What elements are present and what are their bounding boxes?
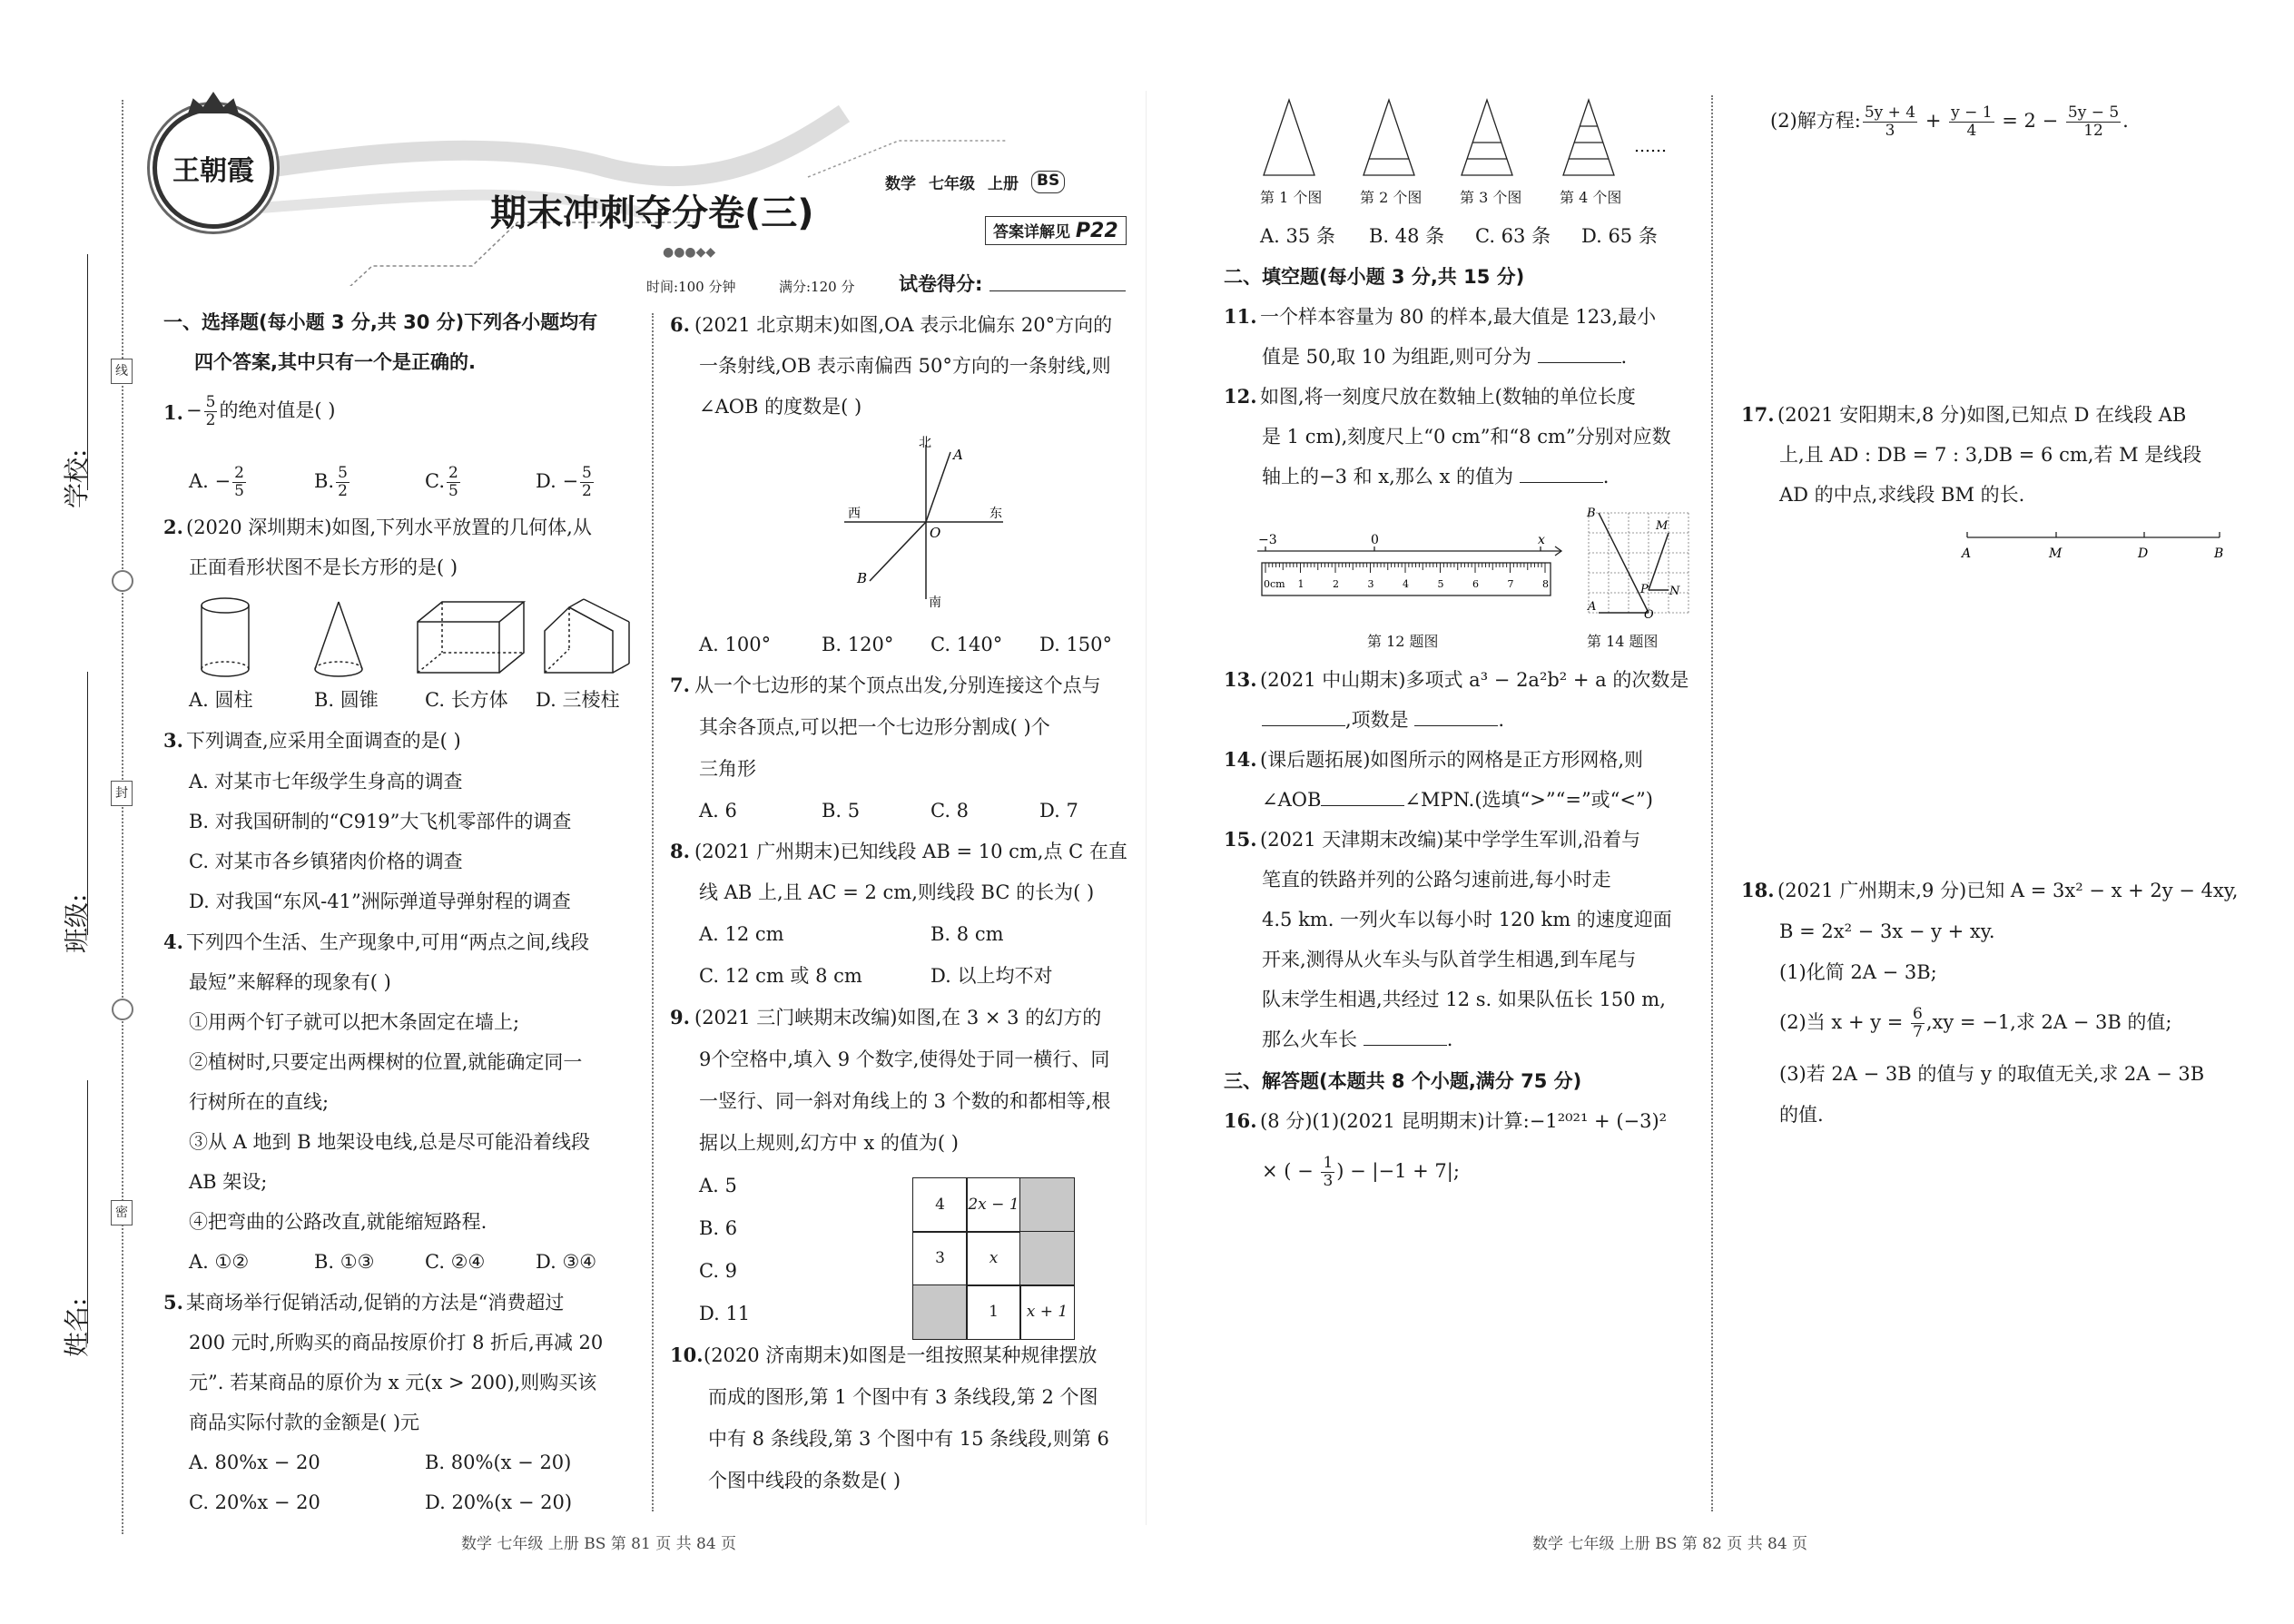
answer-ref-box: [985, 216, 1127, 245]
footer-left: 数学 七年级 上册 BS 第 81 页 共 84 页: [461, 1535, 737, 1553]
q15-line2: 笔直的铁路并列的公路匀速前进,每小时走: [1262, 869, 1611, 891]
q13-number: 13.: [1224, 668, 1257, 691]
q10-option-d[interactable]: D. 65 条: [1581, 225, 1658, 247]
q2-line1: (2020 深圳期末)如图,下列水平放置的几何体,从: [186, 517, 592, 538]
q10-line3: 中有 8 条线段,第 3 个图中有 15 条线段,则第 6: [708, 1428, 1109, 1450]
q6-compass-figure: [835, 436, 1035, 608]
q1-stem: − $\frac{5}{2}$ 的绝对值是( ): [186, 393, 336, 429]
q4-line2: 最短”来解释的现象有( ): [189, 971, 391, 993]
q17-point-d: D: [2138, 546, 2149, 561]
class-label: 班级:: [62, 893, 92, 953]
volume-tag: 上册: [988, 175, 1019, 193]
ruler-label: 3: [1367, 578, 1374, 590]
q4-option-c[interactable]: C. ②④: [425, 1251, 486, 1273]
q10-option-b[interactable]: B. 48 条: [1369, 225, 1445, 247]
magic-cell: 2x − 1: [966, 1177, 1021, 1233]
q9-number: 9.: [670, 1006, 690, 1029]
page-gutter: [1146, 91, 1147, 1525]
column-divider: [1711, 95, 1713, 1511]
q17-point-a: A: [1962, 546, 1972, 561]
q5-line1: 某商场举行促销活动,促销的方法是“消费超过: [186, 1292, 565, 1314]
q14-point-o: O: [1644, 608, 1654, 622]
q18-line3: (1)化简 2A − 3B;: [1779, 961, 1937, 983]
q10-option-a[interactable]: A. 35 条: [1260, 225, 1335, 247]
page-title: 期末冲刺夺分卷(三): [490, 192, 814, 234]
fig3-caption: 第 3 个图: [1460, 189, 1522, 206]
logo-text: 王朝霞: [172, 155, 254, 187]
q14-answer-blank[interactable]: [1321, 789, 1404, 806]
q18-line2: B = 2x² − 3x − y + xy.: [1779, 920, 1995, 942]
q10-figure-dots: ……: [1634, 137, 1667, 156]
q12-axis-minus3: −3: [1258, 533, 1277, 547]
q4-line1: 下列四个生活、生产现象中,可用“两点之间,线段: [186, 931, 590, 953]
q10-triangle-figures: [1253, 95, 1689, 186]
ruler-label: 1: [1297, 578, 1305, 590]
q12-line1: 如图,将一刻度尺放在数轴上(数轴的单位长度: [1260, 386, 1636, 408]
q16-line2: × ( − $\frac{1}{3}$ ) − |−1 + 7|;: [1262, 1154, 1460, 1190]
q15-line6: 那么火车长 .: [1262, 1029, 1453, 1050]
section1-header: 一、选择题(每小题 3 分,共 30 分)下列各小题均有: [163, 311, 598, 333]
q4-option-b[interactable]: B. ①③: [314, 1251, 375, 1273]
name-label: 姓名:: [62, 1297, 92, 1357]
ruler-label: 7: [1507, 578, 1514, 590]
q15-line3: 4.5 km. 一列火车以每小时 120 km 的速度迎面: [1262, 909, 1672, 930]
q1-option-c[interactable]: C. $\frac{2}{5}$: [425, 464, 458, 500]
q4-item-3-cont: AB 架设;: [189, 1171, 268, 1193]
q7-line1: 从一个七边形的某个顶点出发,分别连接这个点与: [694, 674, 1101, 696]
q3-option-b[interactable]: B. 对我国研制的“C919”大飞机零部件的调查: [189, 811, 572, 832]
q8-number: 8.: [670, 840, 690, 862]
q6-west-label: 西: [848, 507, 861, 521]
q9-option-d[interactable]: D. 11: [699, 1303, 751, 1324]
subject-tag: 数学: [885, 175, 916, 193]
magic-cell-shaded: [1019, 1231, 1075, 1286]
test-score-field[interactable]: [989, 290, 1126, 291]
q10-line4: 个图中线段的条数是( ): [708, 1470, 901, 1491]
magic-cell-shaded: [912, 1284, 968, 1340]
fig1-caption: 第 1 个图: [1260, 189, 1323, 206]
q7-option-a[interactable]: A. 6: [699, 800, 737, 822]
q9-option-b[interactable]: B. 6: [699, 1217, 738, 1239]
q18-line4: (2)当 x + y = $\frac{6}{7}$ ,xy = −1,求 2A − 3B 的值;: [1779, 1005, 2172, 1041]
q3-option-a[interactable]: A. 对某市七年级学生身高的调查: [189, 771, 463, 792]
subject-tags: [885, 171, 1065, 193]
q18-number: 18.: [1741, 879, 1775, 901]
magic-cell: x: [966, 1231, 1021, 1286]
q6-line3: ∠AOB 的度数是( ): [699, 396, 862, 418]
q8-option-a[interactable]: A. 12 cm: [699, 923, 784, 945]
q2-line2: 正面看形状图不是长方形的是( ): [189, 556, 458, 578]
section3-header: 三、解答题(本题共 8 个小题,满分 75 分): [1224, 1070, 1582, 1092]
q6-option-c[interactable]: C. 140°: [930, 634, 1003, 655]
q18-line6: 的值.: [1779, 1104, 1824, 1126]
q9-line2: 9个空格中,填入 9 个数字,使得处于同一横行、同: [699, 1048, 1110, 1070]
magic-cell-shaded: [1019, 1177, 1075, 1233]
q13-terms-blank[interactable]: [1414, 709, 1498, 726]
q6-point-o: O: [930, 525, 941, 541]
q4-item-3: ③从 A 地到 B 地架设电线,总是尽可能沿着线段: [189, 1131, 590, 1153]
seal-mark-2: 封: [111, 781, 133, 806]
answer-ref-label: 答案详解见: [993, 223, 1070, 241]
q8-line2: 线 AB 上,且 AC = 2 cm,则线段 BC 的长为( ): [699, 881, 1095, 903]
q17-line3: AD 的中点,求线段 BM 的长.: [1779, 484, 2025, 506]
ruler-label: 2: [1333, 578, 1339, 590]
q14-line1: (课后题拓展)如图所示的网格是正方形网格,则: [1260, 749, 1644, 771]
title-dots: ●●●◆◆: [663, 245, 716, 260]
q14-line2: ∠AOB ∠MPN.(选填“>”“=”或“<”): [1262, 789, 1653, 811]
section2-header: 二、填空题(每小题 3 分,共 15 分): [1224, 266, 1525, 288]
q7-line3: 三角形: [699, 758, 756, 780]
ruler-label: 4: [1403, 578, 1409, 590]
q12-caption: 第 12 题图: [1367, 633, 1439, 650]
q15-line1: (2021 天津期末改编)某中学学生军训,沿着与: [1260, 829, 1641, 851]
q14-point-m: M: [1656, 519, 1669, 533]
q8-option-c[interactable]: C. 12 cm 或 8 cm: [699, 965, 862, 987]
q9-magic-square: [912, 1177, 1076, 1341]
grade-tag: 七年级: [929, 175, 975, 193]
footer-right: 数学 七年级 上册 BS 第 82 页 共 84 页: [1532, 1535, 1808, 1553]
q9-line4: 据以上规则,幻方中 x 的值为( ): [699, 1132, 959, 1154]
q9-line1: (2021 三门峡期末改编)如图,在 3 × 3 的幻方的: [694, 1007, 1102, 1029]
q5-line2: 200 元时,所购买的商品按原价打 8 折后,再减 20: [189, 1332, 604, 1353]
q11-line1: 一个样本容量为 80 的样本,最大值是 123,最小: [1260, 306, 1657, 328]
q14-point-a: A: [1588, 600, 1597, 614]
fig2-caption: 第 2 个图: [1360, 189, 1423, 206]
test-score-label: 试卷得分:: [899, 273, 983, 295]
cuboid-shape: [418, 602, 524, 673]
q7-line2: 其余各顶点,可以把一个七边形分割成( )个: [699, 716, 1050, 738]
q6-option-b[interactable]: B. 120°: [822, 634, 894, 655]
q8-option-d[interactable]: D. 以上均不对: [930, 965, 1053, 987]
q7-number: 7.: [670, 674, 690, 696]
q3-number: 3.: [163, 729, 183, 752]
q10-number: 10.: [670, 1343, 704, 1366]
q4-item-1: ①用两个钉子就可以把木条固定在墙上;: [189, 1011, 520, 1033]
q17-line1: (2021 安阳期末,8 分)如图,已知点 D 在线段 AB: [1777, 404, 2187, 426]
full-score-label: 满分:120 分: [779, 279, 855, 295]
section1-header-cont: 四个答案,其中只有一个是正确的.: [194, 351, 476, 373]
q2-number: 2.: [163, 516, 183, 538]
q15-number: 15.: [1224, 828, 1257, 851]
q5-option-d[interactable]: D. 20%(x − 20): [425, 1491, 573, 1513]
q14-point-n: N: [1669, 585, 1680, 598]
ruler-label: 5: [1437, 578, 1444, 590]
q6-option-d[interactable]: D. 150°: [1039, 634, 1113, 655]
q7-option-b[interactable]: B. 5: [822, 800, 861, 822]
q17-line2: 上,且 AD : DB = 7 : 3,DB = 6 cm,若 M 是线段: [1779, 444, 2202, 466]
q7-option-d[interactable]: D. 7: [1039, 800, 1078, 822]
brand-logo: [153, 107, 274, 229]
ruler-label: 0cm: [1264, 578, 1285, 590]
q12-axis-x: x: [1538, 533, 1545, 547]
q6-line1: (2021 北京期末)如图,OA 表示北偏东 20°方向的: [694, 314, 1113, 336]
q4-number: 4.: [163, 930, 183, 953]
q17-number: 17.: [1741, 403, 1775, 426]
q2-option-b[interactable]: B. 圆锥: [314, 689, 379, 711]
magic-cell: 1: [966, 1284, 1021, 1340]
q15-answer-blank[interactable]: [1364, 1029, 1447, 1046]
q12-line3: 轴上的−3 和 x,那么 x 的值为 .: [1262, 466, 1610, 487]
q2-option-c[interactable]: C. 长方体: [425, 689, 508, 711]
q10-line1: (2020 济南期末)如图是一组按照某种规律摆放: [704, 1344, 1098, 1366]
school-label: 学校:: [62, 448, 92, 508]
q18-line1: (2021 广州期末,9 分)已知 A = 3x² − x + 2y − 4xy,: [1777, 880, 2239, 901]
q6-number: 6.: [670, 313, 690, 336]
q16-number: 16.: [1224, 1109, 1257, 1132]
q4-option-d[interactable]: D. ③④: [536, 1251, 597, 1273]
q5-number: 5.: [163, 1291, 183, 1314]
q14-point-p: P: [1640, 583, 1649, 596]
q6-point-b: B: [857, 570, 868, 586]
q18-line5: (3)若 2A − 3B 的值与 y 的取值无关,求 2A − 3B: [1779, 1063, 2205, 1085]
q6-point-a: A: [953, 447, 963, 463]
q10-line2: 而成的图形,第 1 个图中有 3 条线段,第 2 个图: [708, 1386, 1098, 1408]
seal-mark-3: 密: [111, 1200, 133, 1225]
cone-shape: [315, 602, 362, 676]
magic-cell: 3: [912, 1231, 968, 1286]
q8-option-b[interactable]: B. 8 cm: [930, 923, 1004, 945]
school-line: [87, 254, 88, 490]
cylinder-shape: [202, 598, 249, 676]
q11-number: 11.: [1224, 305, 1257, 328]
q7-option-c[interactable]: C. 8: [930, 800, 970, 822]
name-line: [87, 1080, 88, 1343]
q1-option-d[interactable]: D. − $\frac{5}{2}$: [536, 464, 592, 500]
q3-line1: 下列调查,应采用全面调查的是( ): [186, 730, 461, 752]
q11-answer-blank[interactable]: [1538, 346, 1621, 363]
q12-ruler-figure: [1253, 531, 1570, 604]
q1-option-a[interactable]: A. − $\frac{2}{5}$: [189, 464, 244, 500]
q16-line1: (8 分)(1)(2021 昆明期末)计算:−1²⁰²¹ + (−3)²: [1260, 1110, 1668, 1132]
q14-caption: 第 14 题图: [1587, 633, 1659, 650]
q9-line3: 一竖行、同一斜对角线上的 3 个数的和都相等,根: [699, 1090, 1111, 1112]
q15-line5: 队末学生相遇,共经过 12 s. 如果队伍长 150 m,: [1262, 989, 1666, 1010]
q12-line2: 是 1 cm),刻度尺上“0 cm”和“8 cm”分别对应数: [1262, 426, 1671, 448]
fig4-caption: 第 4 个图: [1560, 189, 1622, 206]
q4-item-2-cont: 行树所在的直线;: [189, 1091, 330, 1113]
magic-cell: x + 1: [1019, 1284, 1075, 1340]
q4-item-4: ④把弯曲的公路改直,就能缩短路程.: [189, 1211, 487, 1233]
q16-part2: (2)解方程: $\frac{5y + 4}{3}$ + $\frac{y - 1}{4}$ = 2 − $\frac{5y - 5}{12}$ .: [1770, 103, 2129, 140]
q5-line4: 商品实际付款的金额是( )元: [189, 1412, 420, 1433]
q15-line4: 开来,测得从火车头与队首学生相遇,到车尾与: [1262, 949, 1637, 970]
q14-number: 14.: [1224, 748, 1257, 771]
q2-option-a[interactable]: A. 圆柱: [189, 689, 253, 711]
q9-option-a[interactable]: A. 5: [699, 1175, 737, 1196]
q17-point-m: M: [2049, 546, 2063, 561]
ruler-label: 6: [1472, 578, 1479, 590]
q12-number: 12.: [1224, 385, 1257, 408]
triangular-prism-shape: [545, 599, 629, 673]
binding-margin: [54, 82, 154, 1534]
q5-option-b[interactable]: B. 80%(x − 20): [425, 1452, 572, 1473]
q9-option-c[interactable]: C. 9: [699, 1260, 738, 1282]
q13-line2: ,项数是 .: [1262, 708, 1504, 732]
q6-line2: 一条射线,OB 表示南偏西 50°方向的一条射线,则: [699, 355, 1111, 377]
q17-point-b: B: [2214, 546, 2224, 561]
q4-item-2: ②植树时,只要定出两棵树的位置,就能确定同一: [189, 1051, 583, 1073]
q4-option-a[interactable]: A. ①②: [189, 1251, 250, 1273]
q14-point-b: B: [1587, 507, 1596, 520]
q6-option-a[interactable]: A. 100°: [699, 634, 772, 655]
q1-option-b[interactable]: B. $\frac{5}{2}$: [314, 464, 348, 500]
magic-cell: 4: [912, 1177, 968, 1233]
binding-hole-icon: [112, 999, 133, 1020]
seal-mark-1: 线: [111, 359, 133, 384]
q2-solids-figure: [186, 595, 649, 685]
q3-option-d[interactable]: D. 对我国“东风-41”洲际弹道导弹射程的调查: [189, 891, 571, 912]
q5-option-c[interactable]: C. 20%x − 20: [189, 1491, 320, 1513]
binding-hole-icon: [112, 570, 133, 592]
q6-east-label: 东: [989, 507, 1002, 521]
q6-south-label: 南: [929, 595, 941, 608]
q12-axis-zero: 0: [1371, 533, 1379, 547]
ruler-label: 8: [1542, 578, 1549, 590]
q14-grid-figure: [1584, 504, 1693, 622]
q11-line2: 值是 50,取 10 为组距,则可分为 .: [1262, 346, 1628, 368]
q8-line1: (2021 广州期末)已知线段 AB = 10 cm,点 C 在直: [694, 841, 1127, 862]
q5-line3: 元”. 若某商品的原价为 x 元(x > 200),则购买该: [189, 1372, 597, 1393]
answer-ref-page: P22: [1075, 220, 1118, 242]
q6-north-label: 北: [919, 436, 931, 450]
time-label: 时间:100 分钟: [646, 279, 736, 295]
class-line: [87, 672, 88, 935]
column-divider: [652, 313, 654, 1511]
q17-segment-figure: [1956, 525, 2229, 570]
q13-degree-blank[interactable]: [1262, 709, 1345, 726]
q2-option-d[interactable]: D. 三棱柱: [536, 689, 620, 711]
q12-answer-blank[interactable]: [1520, 466, 1603, 483]
q13-line1: (2021 中山期末)多项式 a³ − 2a²b² + a 的次数是: [1260, 669, 1689, 691]
edition-tag: BS: [1031, 171, 1065, 193]
q1-number: 1.: [163, 401, 183, 424]
q10-option-c[interactable]: C. 63 条: [1475, 225, 1551, 247]
q3-option-c[interactable]: C. 对某市各乡镇猪肉价格的调查: [189, 851, 463, 872]
q5-option-a[interactable]: A. 80%x − 20: [189, 1452, 320, 1473]
